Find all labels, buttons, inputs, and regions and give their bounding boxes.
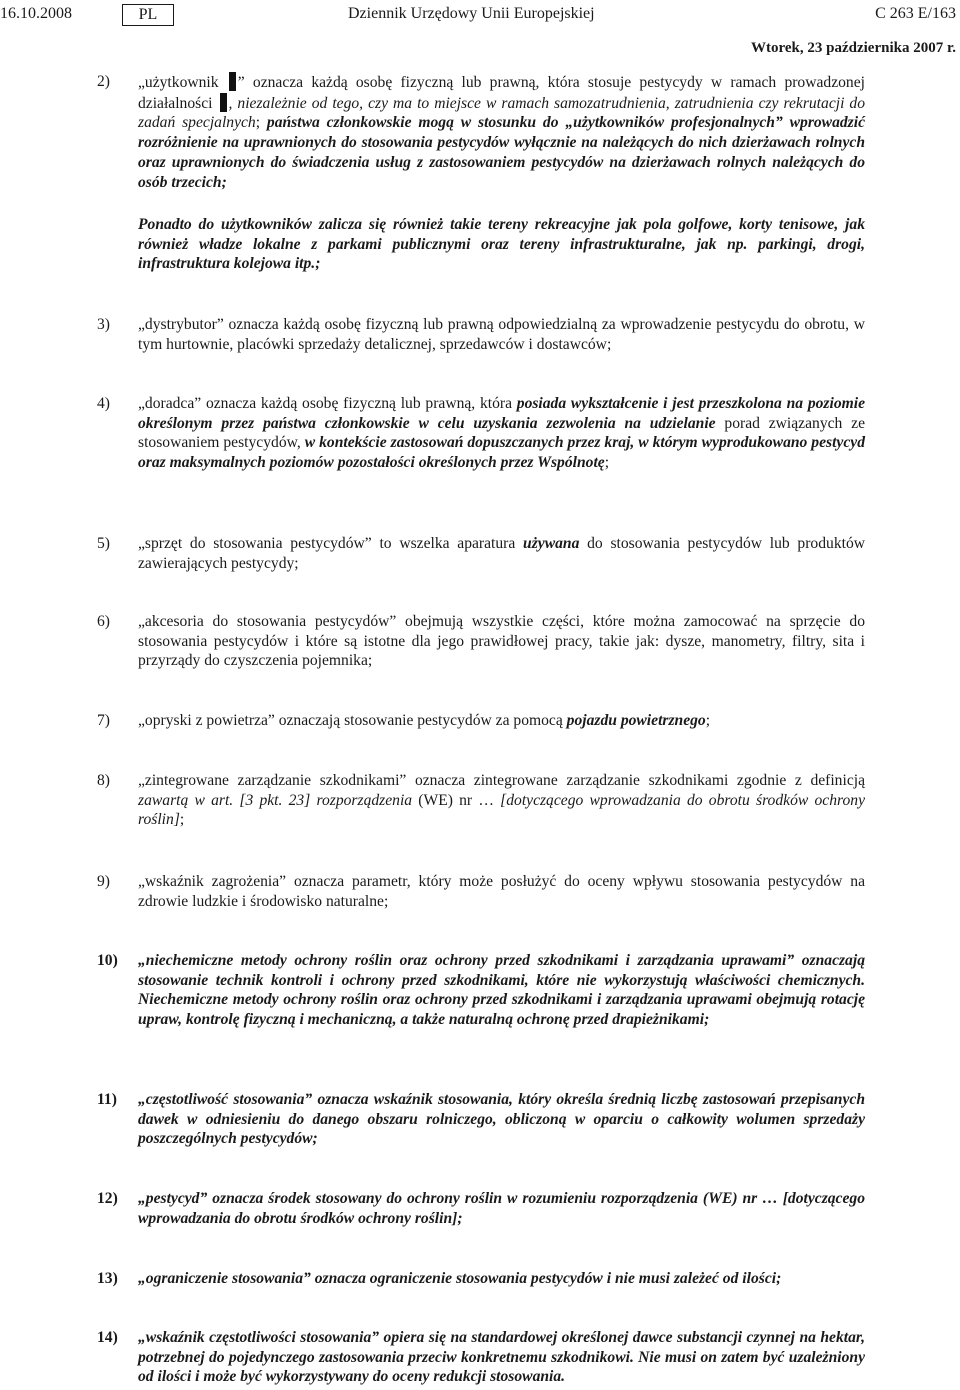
text-segment: porad związanych ze stosowaniem pestycydów,: [138, 414, 865, 452]
definition-item: [97, 1328, 865, 1387]
header-date: 16.10.2008: [0, 5, 72, 22]
text-segment: ;: [705, 712, 711, 729]
text-segment: ;: [604, 454, 610, 472]
item-number: 12): [97, 1190, 118, 1207]
text-segment: w kontekście zastosowań dopuszczanych przez kraj, w którym wyprodukowano pestycyd oraz maksymalnych poziomów pozostałości określonych przez Wspólnotę: [138, 434, 865, 472]
text-segment: ” oznacza każdą osobę fizyczną lub prawną, która stosuje pestycydy w ramach prowadzonej działalności: [138, 74, 865, 112]
item-text: [138, 534, 865, 573]
header-reference: C 263 E/163: [875, 5, 956, 22]
item-text: [138, 315, 865, 354]
item-text: [138, 72, 865, 192]
page-header: [0, 0, 960, 28]
text-segment: , niezależnie od tego, czy ma to miejsce w ramach samozatrudnienia, zatrudnienia czy rekrutacji do zadań specjalnych: [138, 94, 866, 132]
item-number: 11): [97, 1091, 117, 1108]
item-number: 7): [97, 712, 110, 729]
item-text: [138, 1269, 865, 1289]
definition-item: [97, 1269, 865, 1289]
text-segment: ;: [179, 811, 185, 829]
item-number: 9): [97, 873, 110, 890]
item-text: [138, 771, 865, 830]
definition-item: [97, 612, 865, 671]
text-segment: zawartą w art. [3 pkt. 23] rozporządzenia: [138, 791, 413, 809]
item-number: 10): [97, 952, 118, 969]
text-segment: „niechemiczne metody ochrony roślin oraz ochrony przed szkodnikami i zarządzania uprawami” oznaczają stosowanie technik kontroli i ochrony przed szkodnikami, które nie wykorzystują właściwości chemicznych. Niechemiczne metody ochrony roślin oraz ochrony przed szkodnikami i zarządzania uprawami obejmują rotację upraw, kontrolę fizyczną i mechaniczną, a także naturalną ochronę przed drapieżnikami;: [138, 952, 865, 1029]
item-number: 2): [97, 73, 110, 90]
definition-item: [97, 534, 865, 573]
definition-item: [97, 951, 865, 1030]
text-segment: posiada wykształcenie i jest przeszkolona na poziomie określonym przez państwa członkowskie w celu uzyskania zezwolenia na udzielanie: [138, 395, 866, 432]
item-number: 5): [97, 535, 110, 552]
item-number: 3): [97, 316, 110, 333]
text-segment: „akcesoria do stosowania pestycydów” obejmują wszystkie części, które można zamocować na sprzęcie do stosowania pestycydów i które są istotne dla jego prawidłowej pracy, takie jak: dysze, manometry, filtry, sita i przyrządy do czyszczenia pojemnika;: [138, 613, 865, 670]
item-text: [138, 872, 865, 911]
definition-item: [97, 771, 865, 830]
item-number: 14): [97, 1329, 118, 1346]
text-segment: „ograniczenie stosowania” oznacza ograniczenie stosowania pestycydów i nie musi zależeć od ilości;: [138, 1270, 782, 1287]
definition-continuation: [97, 215, 865, 274]
definition-item: [97, 315, 865, 354]
item-number: 6): [97, 613, 110, 630]
item-number: 13): [97, 1270, 118, 1287]
text-segment: ;: [255, 114, 267, 132]
header-language-box: PL: [122, 4, 174, 26]
text-segment: „sprzęt do stosowania pestycydów” to wszelka aparatura: [138, 535, 524, 552]
text-segment: „częstotliwość stosowania” oznacza wskaźnik stosowania, który określa średnią liczbę zastosowań przepisanych dawek w odniesieniu do danego obszaru rolniczego, obliczoną w oparciu o całkowity wolumen sprzedaży poszczególnych pestycydów;: [138, 1091, 865, 1148]
text-segment: Ponadto do użytkowników zalicza się również takie tereny rekreacyjne jak pola golfowe, korty tenisowe, jak również władze lokalne z parkami publicznymi oraz tereny infrastrukturalne, jak np. parkingi, drogi, infrastruktura kolejowa itp.;: [138, 216, 865, 273]
text-segment: „użytkownik: [138, 74, 227, 91]
text-segment: „wskaźnik częstotliwości stosowania” opiera się na standardowej określonej dawce substancji czynnej na hektar, potrzebnej do pojedynczego zastosowania przeciw konkretnemu szkodnikowi. Nie musi on zatem być uzależniony od ilości i może być wykorzystywany do oceny redukcji stosowania.: [138, 1329, 865, 1386]
text-segment: do stosowania pestycydów lub produktów zawierających pestycydy;: [138, 535, 866, 572]
definition-item: [97, 394, 865, 473]
item-text: [138, 711, 865, 731]
text-segment: (WE) nr …: [412, 791, 501, 809]
item-number: 8): [97, 772, 110, 789]
definition-item: [97, 72, 865, 192]
amendment-marker: [220, 93, 227, 112]
text-segment: „wskaźnik zagrożenia” oznacza parametr, który może posłużyć do oceny wpływu stosowania pestycydów na zdrowie ludzkie i środowisko naturalne;: [138, 873, 865, 910]
text-segment: „opryski z powietrza” oznaczają stosowanie pestycydów za pomocą: [138, 712, 567, 729]
text-segment: używana: [523, 535, 580, 552]
item-number: 4): [97, 395, 110, 412]
item-text: [138, 951, 865, 1030]
text-segment: „dystrybutor” oznacza każdą osobę fizyczną lub prawną odpowiedzialną za wprowadzenie pestycydu do obrotu, w tym hurtownie, placówki sprzedaży detalicznej, sprzedawców i dostawców;: [138, 316, 865, 353]
definition-item: [97, 1090, 865, 1149]
sitting-date: Wtorek, 23 października 2007 r.: [751, 40, 956, 56]
definition-item: [97, 711, 865, 731]
item-text: [138, 1328, 865, 1387]
text-segment: „pestycyd” oznacza środek stosowany do ochrony roślin w rozumieniu rozporządzenia (WE) nr … [dotyczącego wprowadzania do obrotu środków ochrony roślin];: [138, 1190, 865, 1227]
item-text: [138, 394, 865, 473]
text-segment: „doradca” oznacza każdą osobę fizyczną lub prawną, która: [138, 395, 517, 412]
item-text: [138, 215, 865, 274]
text-segment: „zintegrowane zarządzanie szkodnikami” oznacza zintegrowane zarządzanie szkodnikami zgodnie z definicją: [138, 772, 865, 789]
text-segment: pojazdu powietrznego: [566, 712, 706, 729]
header-journal-title: Dziennik Urzędowy Unii Europejskiej: [348, 5, 595, 22]
item-text: [138, 612, 865, 671]
item-text: [138, 1189, 865, 1228]
definition-item: [97, 1189, 865, 1228]
item-text: [138, 1090, 865, 1149]
amendment-marker: [229, 72, 236, 91]
text-segment: [dotyczącego wprowadzania do obrotu środków ochrony roślin]: [138, 791, 866, 829]
text-segment: państwa członkowskie mogą w stosunku do „użytkowników profesjonalnych” wprowadzić rozróżnienie na uprawnionych do stosowania pestycydów wyłącznie na należących do nich dzierżawach rolnych oraz uprawnionych do świadczenia usług z zastosowaniem pestycydów na dzierżawach rolnych należących do osób trzecich;: [138, 114, 865, 191]
definition-item: [97, 872, 865, 911]
